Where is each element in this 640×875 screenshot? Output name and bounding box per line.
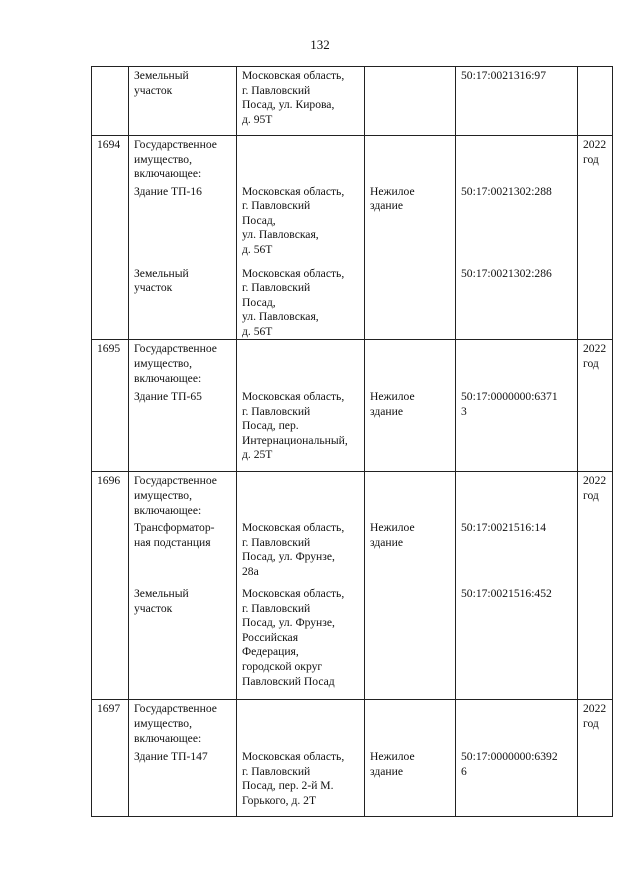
entry-number-cell xyxy=(92,519,129,585)
property-name: Здание ТП-147 xyxy=(134,749,208,763)
transfer-year-cell xyxy=(578,748,613,817)
cadastral-number-cell xyxy=(456,183,578,265)
transfer-year: 2022 год xyxy=(583,474,607,503)
property-name: Земельный участок xyxy=(134,69,189,97)
property-name: Земельный участок xyxy=(134,586,189,615)
property-address-cell xyxy=(237,136,365,183)
transfer-year-cell xyxy=(578,265,613,340)
transfer-year: 2022 год xyxy=(583,342,607,371)
property-purpose-cell xyxy=(365,136,456,183)
transfer-year-cell xyxy=(578,519,613,585)
table-row xyxy=(92,748,613,817)
property-name-cell xyxy=(129,519,237,585)
property-purpose-cell xyxy=(365,67,456,136)
property-purpose-cell xyxy=(365,265,456,340)
property-address-cell xyxy=(237,265,365,340)
property-address: Московская область, г. Павловский Посад, ул. Кирова, д. 95Т xyxy=(242,69,345,126)
table-row xyxy=(92,472,613,519)
property-name: Государственное имущество, включающее: xyxy=(134,342,217,385)
entry-number: 1695 xyxy=(97,342,121,356)
transfer-year-cell xyxy=(578,700,613,748)
entry-number-cell xyxy=(92,340,129,388)
property-purpose-cell xyxy=(365,585,456,700)
table-row xyxy=(92,265,613,340)
property-name-cell xyxy=(129,388,237,472)
cadastral-number-cell xyxy=(456,265,578,340)
cadastral-number-cell xyxy=(456,472,578,519)
entry-number-cell xyxy=(92,585,129,700)
cadastral-number: 50:17:0021302:286 xyxy=(461,266,552,280)
property-name-cell xyxy=(129,340,237,388)
table-row xyxy=(92,183,613,265)
property-address-cell xyxy=(237,748,365,817)
transfer-year-cell xyxy=(578,388,613,472)
registry-body xyxy=(92,67,613,817)
cadastral-number-cell xyxy=(456,585,578,700)
transfer-year-cell xyxy=(578,67,613,136)
cadastral-number: 50:17:0021516:14 xyxy=(461,520,547,534)
property-name-cell xyxy=(129,748,237,817)
entry-number: 1694 xyxy=(97,138,121,151)
cadastral-number: 50:17:0000000:6392 6 xyxy=(461,749,558,778)
property-address-cell xyxy=(237,388,365,472)
cadastral-number-cell xyxy=(456,700,578,748)
table-row xyxy=(92,585,613,700)
property-address-cell xyxy=(237,585,365,700)
property-name: Здание ТП-65 xyxy=(134,389,202,403)
property-name-cell xyxy=(129,67,237,136)
property-purpose-cell xyxy=(365,183,456,265)
property-purpose: Нежилое здание xyxy=(370,749,415,778)
property-address: Московская область, г. Павловский Посад, ул. Павловская, д. 56Т xyxy=(242,266,345,338)
transfer-year-cell xyxy=(578,585,613,700)
table-row xyxy=(92,340,613,388)
property-address-cell xyxy=(237,519,365,585)
property-name-cell xyxy=(129,265,237,340)
property-name: Государственное имущество, включающее: xyxy=(134,138,217,181)
cadastral-number: 50:17:0021516:452 xyxy=(461,586,552,600)
property-purpose: Нежилое здание xyxy=(370,184,415,213)
property-purpose: Нежилое здание xyxy=(370,520,415,549)
transfer-year-cell xyxy=(578,183,613,265)
entry-number-cell xyxy=(92,472,129,519)
cadastral-number-cell xyxy=(456,748,578,817)
property-address: Московская область, г. Павловский Посад, ул. Фрунзе, Российская Федерация, городской округ Павловский Посад xyxy=(242,586,345,688)
property-purpose-cell xyxy=(365,472,456,519)
table-row xyxy=(92,519,613,585)
transfer-year: 2022 год xyxy=(583,702,607,731)
property-purpose: Нежилое здание xyxy=(370,389,415,418)
property-purpose-cell xyxy=(365,748,456,817)
property-address: Московская область, г. Павловский Посад, ул. Павловская, д. 56Т xyxy=(242,184,345,256)
cadastral-number-cell xyxy=(456,519,578,585)
property-purpose-cell xyxy=(365,519,456,585)
property-address: Московская область, г. Павловский Посад, пер. Интернациональный, д. 25Т xyxy=(242,389,348,462)
table-row xyxy=(92,388,613,472)
table-row xyxy=(92,700,613,748)
property-address-cell xyxy=(237,340,365,388)
table-row xyxy=(92,67,613,136)
property-address-cell xyxy=(237,67,365,136)
entry-number-cell xyxy=(92,748,129,817)
property-name-cell xyxy=(129,136,237,183)
entry-number: 1696 xyxy=(97,474,121,488)
cadastral-number-cell xyxy=(456,388,578,472)
cadastral-number: 50:17:0021302:288 xyxy=(461,184,552,198)
property-name-cell xyxy=(129,700,237,748)
entry-number-cell xyxy=(92,183,129,265)
entry-number-cell xyxy=(92,700,129,748)
property-name-cell xyxy=(129,183,237,265)
cadastral-number: 50:17:0021316:97 xyxy=(461,69,547,82)
property-name: Здание ТП-16 xyxy=(134,184,202,198)
property-address-cell xyxy=(237,183,365,265)
cadastral-number-cell xyxy=(456,136,578,183)
entry-number-cell xyxy=(92,265,129,340)
property-address: Московская область, г. Павловский Посад, ул. Фрунзе, 28а xyxy=(242,520,345,578)
transfer-year-cell xyxy=(578,472,613,519)
entry-number-cell xyxy=(92,136,129,183)
property-name: Государственное имущество, включающее: xyxy=(134,474,217,517)
property-address-cell xyxy=(237,700,365,748)
property-name-cell xyxy=(129,472,237,519)
property-name-cell xyxy=(129,585,237,700)
property-address-cell xyxy=(237,472,365,519)
property-name: Трансформатор- ная подстанция xyxy=(134,520,215,549)
cadastral-number-cell xyxy=(456,67,578,136)
cadastral-number: 50:17:0000000:6371 3 xyxy=(461,389,558,418)
transfer-year-cell xyxy=(578,136,613,183)
property-registry-table xyxy=(91,66,613,817)
property-purpose-cell xyxy=(365,700,456,748)
table-row xyxy=(92,136,613,183)
transfer-year-cell xyxy=(578,340,613,388)
transfer-year: 2022 год xyxy=(583,138,607,166)
property-name: Земельный участок xyxy=(134,266,189,295)
property-address: Московская область, г. Павловский Посад, пер. 2-й М. Горького, д. 2Т xyxy=(242,749,345,807)
entry-number-cell xyxy=(92,388,129,472)
entry-number: 1697 xyxy=(97,702,121,716)
property-purpose-cell xyxy=(365,388,456,472)
entry-number-cell xyxy=(92,67,129,136)
property-purpose-cell xyxy=(365,340,456,388)
cadastral-number-cell xyxy=(456,340,578,388)
property-name: Государственное имущество, включающее: xyxy=(134,702,217,745)
page-number: 132 xyxy=(310,37,330,52)
